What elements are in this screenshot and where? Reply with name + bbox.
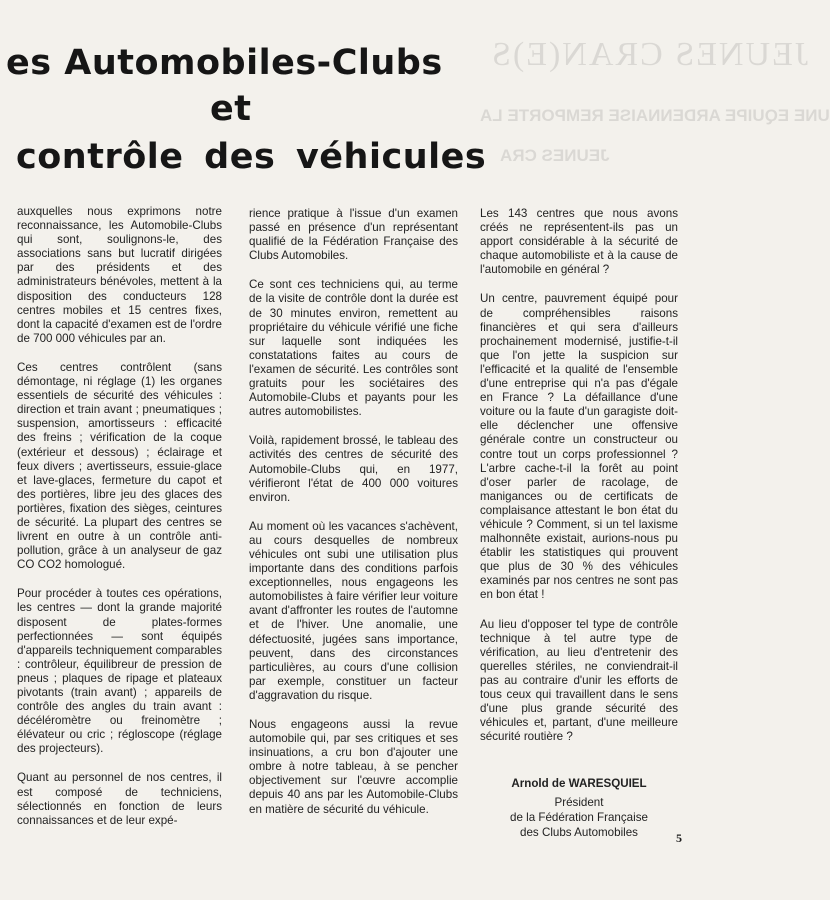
paragraph: Les 143 centres que nous avons créés ne représentent-ils pas un apport considérable à la sécurité de chaque automobiliste et à la cause de l'automobile en général ? [480, 207, 678, 277]
paragraph: Ce sont ces techniciens qui, au terme de la visite de contrôle dont la durée est de 30 minutes environ, remettent au propriétaire du véhicule vérifié une fiche sur laquelle sont indiquées les constatations faites au cours de l'examen de sécurité. Les contrôles sont gratuits pour les sociétaires des Automobile-Clubs et payants pour les autres automobilistes. [249, 278, 458, 419]
title-line: es Automobiles-Clubs [6, 43, 443, 83]
signature-org: de la Fédération Française [510, 811, 648, 825]
text-column-3 [480, 207, 678, 840]
paragraph: Un centre, pauvrement équipé pour de compréhensibles raisons financières et qui sera d'ailleurs prochainement modernisé, justifie-t-il que l'on jette la suspicion sur l'efficacité et la qualité de l'ensemble d'une entreprise qui n'a pas d'égale en France ? La défaillance d'une voiture ou la faute d'un garagiste doit-elle déclencher une offensive générale contre un constructeur ou contre tout un corps professionnel ? L'arbre cache-t-il la forêt au point d'oser parler de racolage, de manigances ou de certificats de complaisance attestant le bon état du véhicule ? Comment, si un tel laxisme malhonnête existait, aurions-nous pu établir les statistiques qui prouvent que plus de 30 % des véhicules examinés par nos centres ne sont pas en bon état ! [480, 292, 678, 602]
bleed-line: JEUNES CRA [500, 146, 610, 165]
bleed-through-text [480, 28, 830, 188]
paragraph: auxquelles nous exprimons notre reconnaissance, les Automobile-Clubs qui sont, soulignons-le, des associations sans but lucratif dirigées par des présidents et des administrateurs bénévoles, mettent à la disposition des conducteurs 128 centres mobiles et 15 centres fixes, dont la capacité d'examen est de l'ordre de 700 000 véhicules par an. [17, 205, 222, 345]
page-number: 5 [676, 831, 682, 845]
paragraph: rience pratique à l'issue d'un examen passé en présence d'un représentant qualifié de la Fédération Française des Clubs Automobiles. [249, 207, 458, 263]
text-column-1 [17, 205, 222, 843]
bleed-line: JEUNES CRAN(E)S [490, 36, 809, 73]
signature-role: Président [554, 796, 604, 810]
text-column-2 [249, 207, 458, 832]
paragraph: Quant au personnel de nos centres, il est composé de techniciens, sélectionnés en fonction de leurs connaissances et de leur expé- [17, 771, 222, 827]
paragraph: Ces centres contrôlent (sans démontage, ni réglage (1) les organes essentiels de sécurité des véhicules : direction et train avant ; pneumatiques ; suspension, amortisseurs : efficacité des freins ; vérification de la coque (extérieur et dessous) ; éclairage et feux divers ; avertisseurs, essuie-glace et lave-glaces, fermeture du capot et des portières, libre jeu des glaces des portières, fixation des sièges, ceintures de sécurité. La plupart des centres se livrent en outre à un contrôle anti-pollution, grâce à un analyseur de gaz CO CO2 homologué. [17, 360, 222, 572]
title-line: et [210, 89, 252, 129]
signature-block [480, 776, 678, 840]
paragraph: Pour procéder à toutes ces opérations, les centres — dont la grande majorité disposent de plates-formes perfectionnées — sont équipés d'appareils techniquement comparables : contrôleur, équilibreur de pression de pneus ; plaques de ripage et plateaux pivotants (train avant) ; appareils de contrôle des angles du train avant : décéléromètre ou freinomètre ; élévateur ou cric ; régloscope (réglage des projecteurs). [17, 587, 222, 756]
paragraph: Au moment où les vacances s'achèvent, au cours desquelles de nombreux véhicules ont subi une utilisation plus importante dans des conditions parfois exceptionnelles, nous engageons les automobilistes à faire vérifier leur voiture avant d'affronter les routes de l'automne et de l'hiver. Une anomalie, une défectuosité, jugées sans importance, peuvent, dans des circonstances particulières, au cours d'une collision par exemple, constituer un facteur d'aggravation du risque. [249, 519, 458, 702]
bleed-line: UNE EQUIPE ARDENNAISE REMPORTE LA [480, 106, 830, 125]
signature-name: Arnold de WARESQUIEL [511, 777, 647, 791]
paragraph: Nous engageons aussi la revue automobile qui, par ses critiques et ses insinuations, a cru bon d'ajouter une ombre à notre tableau, à se pencher objectivement sur l'œuvre accomplie depuis 40 ans par les Automobile-Clubs en matière de sécurité du véhicule. [249, 718, 458, 816]
paragraph: Au lieu d'opposer tel type de contrôle technique à tel autre type de vérification, au lieu d'entretenir des querelles stériles, ne conviendrait-il pas au contraire d'unir les efforts de tous ceux qui travaillent dans le sens d'une plus grande sécurité des véhicules et, partant, d'une meilleure sécurité routière ? [480, 617, 678, 744]
paragraph: Voilà, rapidement brossé, le tableau des activités des centres de sécurité des Automobile-Clubs qui, en 1977, vérifieront l'état de 400 000 voitures environ. [249, 434, 458, 504]
title-line: contrôle des véhicules [16, 137, 487, 177]
signature-org: des Clubs Automobiles [520, 826, 638, 840]
